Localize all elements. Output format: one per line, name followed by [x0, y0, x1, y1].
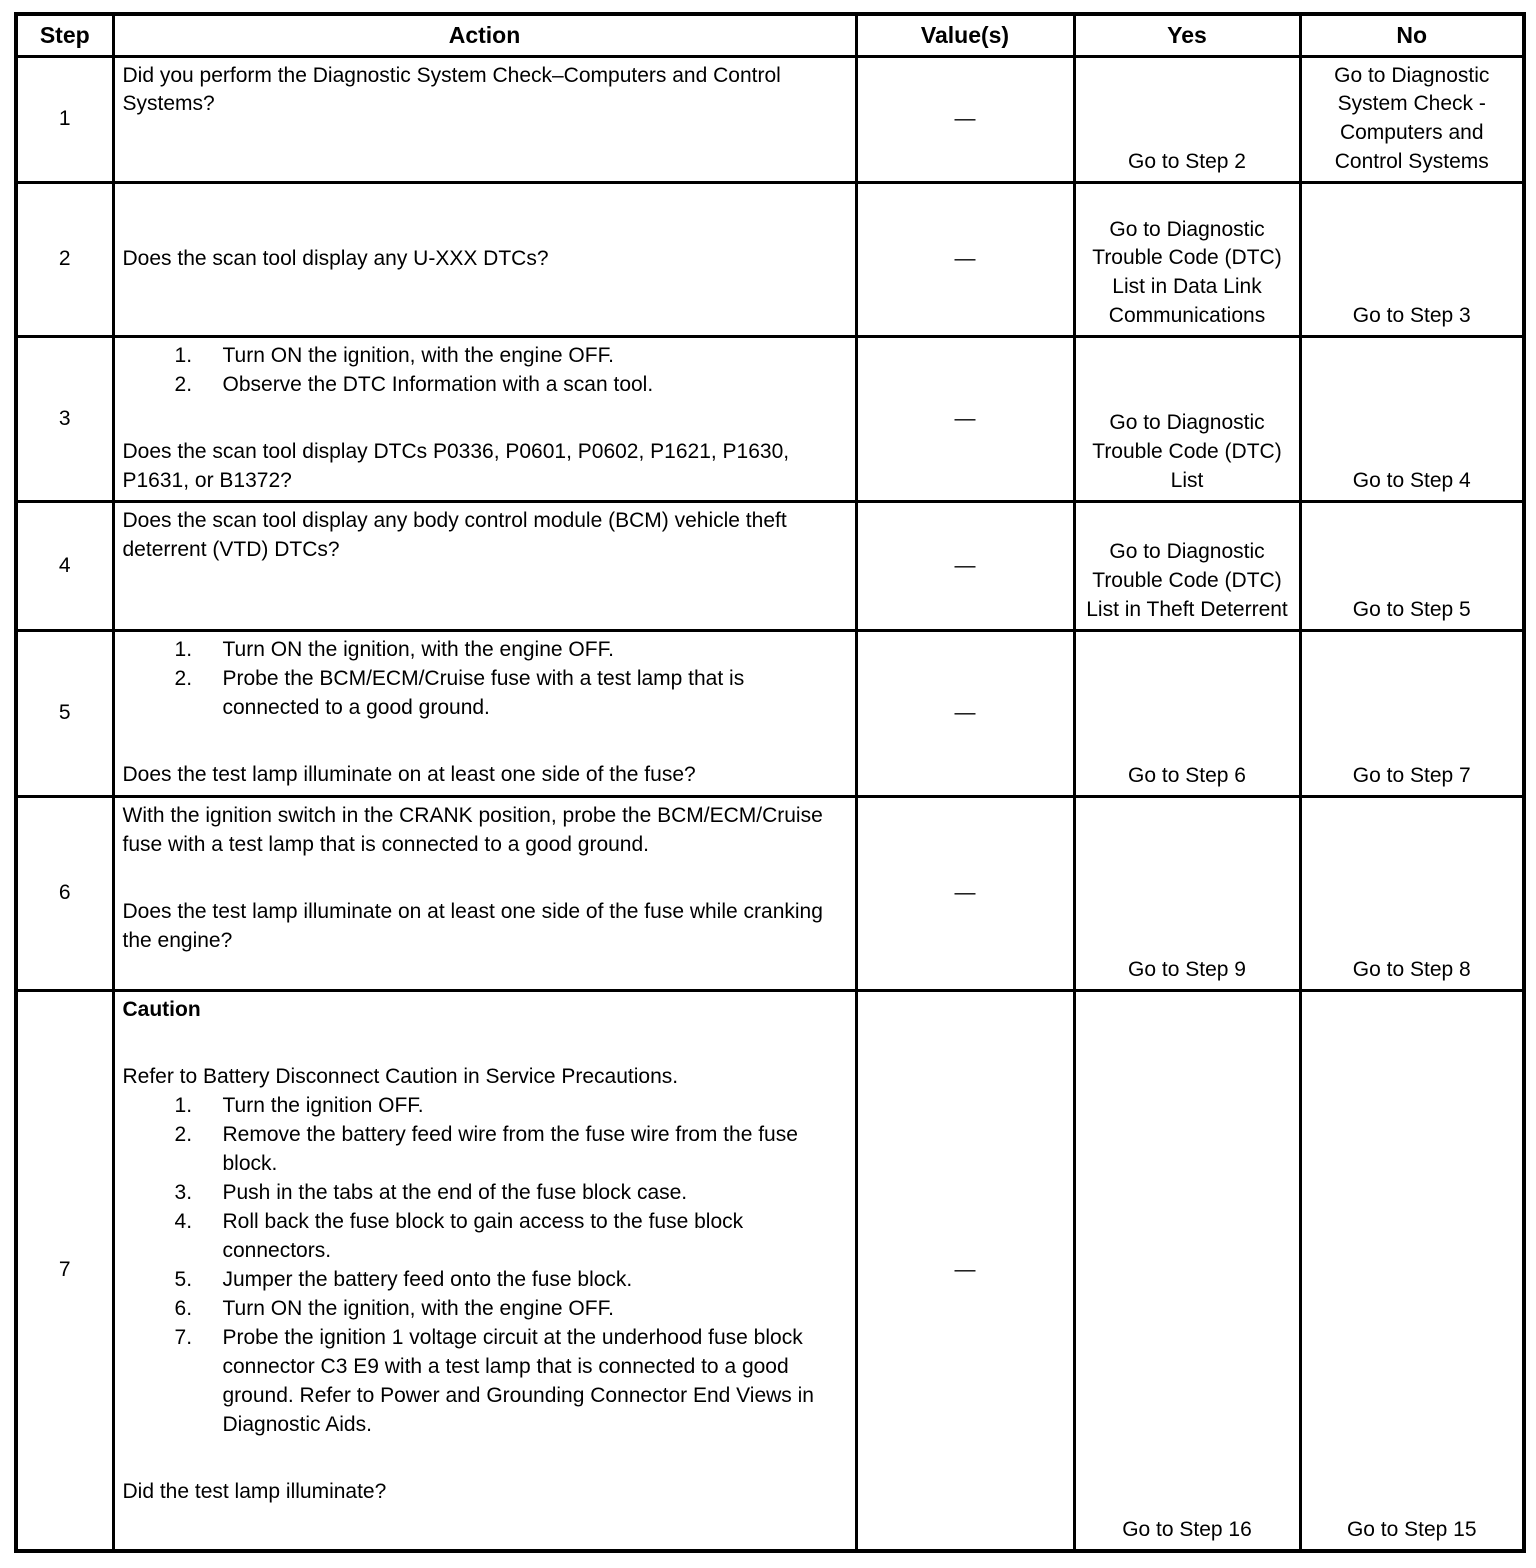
action-cell	[113, 183, 856, 337]
yes-result-cell: Go to Diagnostic Trouble Code (DTC) List in Theft Deterrent	[1074, 502, 1300, 631]
yes-result-cell: Go to Step 9	[1074, 797, 1300, 991]
step-number-cell: 1	[16, 56, 113, 183]
action-cell	[113, 797, 856, 991]
values-cell: —	[856, 183, 1074, 337]
yes-result-cell: Go to Step 16	[1074, 991, 1300, 1551]
step-number-cell: 7	[16, 991, 113, 1551]
header-row	[16, 14, 1524, 56]
values-cell: —	[856, 337, 1074, 502]
action-text: Does the test lamp illuminate on at least one side of the fuse while cranking the engine?	[122, 900, 823, 953]
table-row	[16, 56, 1524, 183]
action-step-item: Turn ON the ignition, with the engine OFF.	[222, 344, 614, 368]
step-number-cell: 4	[16, 502, 113, 631]
values-cell: —	[856, 797, 1074, 991]
yes-result-cell: Go to Diagnostic Trouble Code (DTC) List in Data Link Communications	[1074, 183, 1300, 337]
table-row	[16, 631, 1524, 797]
action-step-item: Turn ON the ignition, with the engine OFF.	[222, 1297, 614, 1321]
no-result-cell: Go to Step 5	[1300, 502, 1524, 631]
values-cell: —	[856, 502, 1074, 631]
values-cell: —	[856, 56, 1074, 183]
table-body	[16, 56, 1524, 1551]
table-row	[16, 991, 1524, 1551]
step-number-cell: 5	[16, 631, 113, 797]
action-step-item: Remove the battery feed wire from the fuse wire from the fuse block.	[222, 1123, 798, 1176]
action-step-item: Push in the tabs at the end of the fuse block case.	[222, 1181, 688, 1205]
table-header	[16, 14, 1524, 56]
header-no: No	[1300, 14, 1524, 56]
table-row	[16, 183, 1524, 337]
action-cell	[113, 991, 856, 1551]
header-yes: Yes	[1074, 14, 1300, 56]
action-text: Does the scan tool display DTCs P0336, P0601, P0602, P1621, P1630, P1631, or B1372?	[122, 440, 790, 493]
action-steps-list	[123, 636, 847, 723]
action-cell	[113, 631, 856, 797]
no-result-cell: Go to Step 4	[1300, 337, 1524, 502]
no-result-cell: Go to Step 15	[1300, 991, 1524, 1551]
action-text: With the ignition switch in the CRANK position, probe the BCM/ECM/Cruise fuse with a test lamp that is connected to a good ground.	[122, 804, 823, 857]
action-step-item: Probe the BCM/ECM/Cruise fuse with a test lamp that is connected to a good ground.	[222, 667, 745, 720]
diagnostic-step-table	[14, 12, 1526, 1553]
no-result-cell: Go to Step 3	[1300, 183, 1524, 337]
table-row	[16, 797, 1524, 991]
yes-result-cell: Go to Step 2	[1074, 56, 1300, 183]
no-result-cell: Go to Step 8	[1300, 797, 1524, 991]
table-row	[16, 337, 1524, 502]
action-step-item: Observe the DTC Information with a scan tool.	[222, 373, 654, 397]
step-number-cell: 6	[16, 797, 113, 991]
action-text: Did the test lamp illuminate?	[122, 1479, 387, 1503]
values-cell: —	[856, 631, 1074, 797]
action-text: Refer to Battery Disconnect Caution in Service Precautions.	[122, 1065, 679, 1089]
table-row	[16, 502, 1524, 631]
yes-result-cell: Go to Step 6	[1074, 631, 1300, 797]
action-text: Did you perform the Diagnostic System Check–Computers and Control Systems?	[122, 63, 781, 116]
header-values: Value(s)	[856, 14, 1074, 56]
yes-result-cell: Go to Diagnostic Trouble Code (DTC) List	[1074, 337, 1300, 502]
no-result-cell: Go to Diagnostic System Check - Computers and Control Systems	[1300, 56, 1524, 183]
action-step-item: Roll back the fuse block to gain access to the fuse block connectors.	[222, 1210, 744, 1263]
action-text: Does the scan tool display any body control module (BCM) vehicle theft deterrent (VTD) DTCs?	[122, 509, 787, 562]
action-step-item: Turn ON the ignition, with the engine OFF.	[222, 638, 614, 662]
action-cell	[113, 337, 856, 502]
action-cell	[113, 502, 856, 631]
header-action: Action	[113, 14, 856, 56]
action-cell	[113, 56, 856, 183]
no-result-cell: Go to Step 7	[1300, 631, 1524, 797]
header-step: Step	[16, 14, 113, 56]
values-cell: —	[856, 991, 1074, 1551]
step-number-cell: 2	[16, 183, 113, 337]
action-steps-list	[123, 342, 847, 400]
action-step-item: Jumper the battery feed onto the fuse block.	[222, 1268, 633, 1292]
action-step-item: Turn the ignition OFF.	[222, 1094, 424, 1118]
step-number-cell: 3	[16, 337, 113, 502]
action-steps-list	[123, 1092, 847, 1440]
caution-label: Caution	[122, 998, 201, 1022]
action-step-item: Probe the ignition 1 voltage circuit at the underhood fuse block connector C3 E9 with a test lamp that is connected to a good ground. Refer to Power and Grounding Connector End Views in Diagnostic Aids.	[222, 1326, 814, 1436]
action-text: Does the scan tool display any U-XXX DTCs?	[122, 247, 549, 271]
action-text: Does the test lamp illuminate on at least one side of the fuse?	[122, 763, 696, 787]
